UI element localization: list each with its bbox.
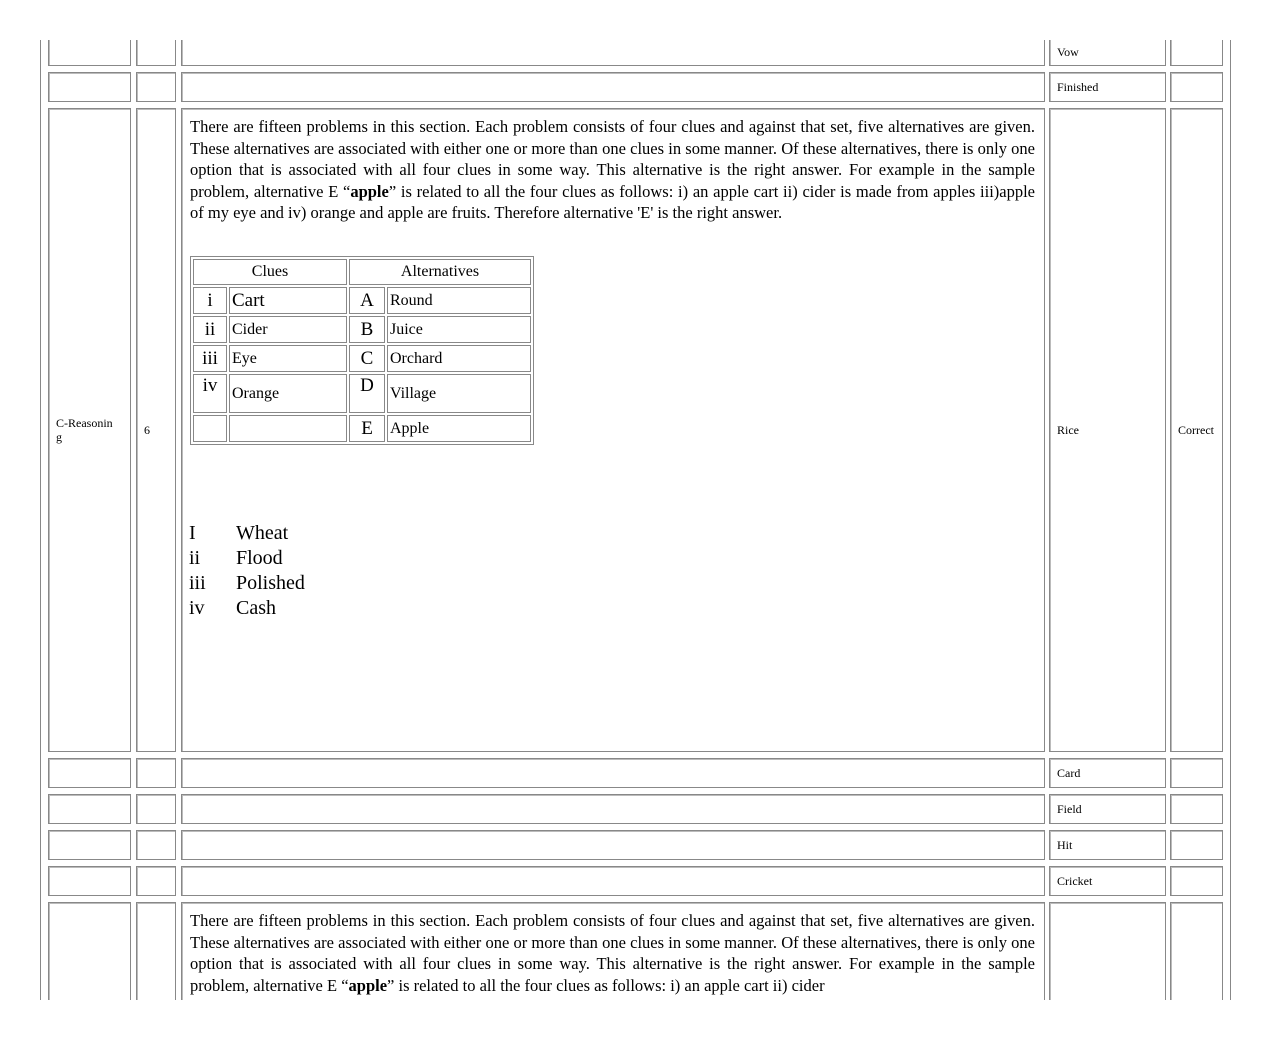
instructions-bold: apple — [350, 181, 389, 201]
question-cell — [181, 902, 1045, 1000]
instructions-paragraph — [182, 903, 1044, 996]
question-clue-list — [189, 521, 305, 621]
clue-number: i — [193, 287, 227, 314]
answer-text: Cricket — [1057, 873, 1093, 888]
section-cell — [48, 72, 131, 102]
clue-word: Cart — [229, 287, 347, 314]
alternative-letter: E — [349, 415, 385, 442]
clue-word: Wheat — [236, 522, 289, 544]
answer-cell — [1049, 866, 1166, 896]
number-cell — [136, 902, 176, 1000]
clue-number: iv — [189, 597, 205, 619]
number-cell — [136, 794, 176, 824]
answer-cell — [1049, 72, 1166, 102]
number-cell — [136, 830, 176, 860]
table-row — [41, 758, 1230, 788]
result-cell — [1170, 758, 1223, 788]
question-cell — [181, 108, 1045, 752]
question-row — [41, 108, 1230, 752]
clues-header: Clues — [193, 259, 347, 285]
section-label: C-Reasoning — [56, 416, 113, 444]
section-cell — [48, 794, 131, 824]
number-cell — [136, 866, 176, 896]
result-cell — [1170, 830, 1223, 860]
question-row — [41, 902, 1230, 1000]
instructions-text: ” is related to all the four clues as follows: i) an apple cart ii) cider — [387, 975, 825, 995]
instructions-text: There are fifteen problems in this section. Each problem consists of four clues and against that set, five alternatives are given. These alternatives are associated with either one or more than one clues in some manner. Of these alternatives, there is only one option that is associated with all four clues in some way. This alternative is the right answer. For example in the sample problem, alternative E “ — [190, 117, 1035, 201]
section-cell — [48, 902, 131, 1000]
question-cell — [181, 866, 1045, 896]
question-cell — [181, 830, 1045, 860]
section-cell — [48, 758, 131, 788]
clue-word: Orange — [229, 374, 347, 413]
number-cell — [136, 40, 176, 66]
clue-word: Cash — [236, 597, 276, 619]
number-cell — [136, 72, 176, 102]
clue-word — [229, 415, 347, 442]
answer-cell — [1049, 108, 1166, 752]
list-item — [189, 546, 305, 571]
sample-row — [193, 415, 531, 442]
table-row — [41, 40, 1230, 66]
result-cell — [1170, 794, 1223, 824]
question-cell — [181, 40, 1045, 66]
clue-number — [193, 415, 227, 442]
answer-cell — [1049, 830, 1166, 860]
result-cell — [1170, 902, 1223, 1000]
alternative-letter: A — [349, 287, 385, 314]
table-row — [41, 72, 1230, 102]
question-cell — [181, 758, 1045, 788]
instructions-paragraph — [182, 109, 1044, 224]
answer-text: Rice — [1057, 422, 1079, 437]
sample-row — [193, 374, 531, 413]
answer-text: Vow — [1057, 44, 1079, 59]
clue-word: Cider — [229, 316, 347, 343]
clue-word: Eye — [229, 345, 347, 372]
result-cell — [1170, 72, 1223, 102]
section-cell — [48, 40, 131, 66]
question-number: 6 — [144, 422, 150, 437]
sample-row — [193, 316, 531, 343]
answer-cell — [1049, 40, 1166, 66]
alternative-letter: D — [349, 374, 385, 413]
answer-text: Hit — [1057, 837, 1073, 852]
result-cell — [1170, 866, 1223, 896]
question-cell — [181, 72, 1045, 102]
clue-word: Flood — [236, 547, 283, 569]
alternative-letter: B — [349, 316, 385, 343]
answer-text: Field — [1057, 801, 1082, 816]
alternative-word: Round — [387, 287, 531, 314]
clue-number: ii — [193, 316, 227, 343]
instructions-text: ” is related to all the four clues as follows: i) an apple cart ii) cider is made from apples iii)apple of my eye and iv) orange and apple are fruits. Therefore alternative 'E' is the right answer. — [190, 181, 1036, 222]
alternative-letter: C — [349, 345, 385, 372]
section-cell — [48, 830, 131, 860]
alternative-word: Apple — [387, 415, 531, 442]
number-cell — [136, 108, 176, 752]
clue-number: ii — [189, 547, 201, 569]
table-row — [41, 866, 1230, 896]
answer-text: Card — [1057, 765, 1081, 780]
instructions-bold: apple — [348, 975, 388, 995]
result-cell — [1170, 108, 1223, 752]
result-text: Correct — [1178, 422, 1214, 437]
sample-row — [193, 345, 531, 372]
clue-number: I — [189, 522, 196, 544]
alternative-word: Village — [387, 374, 531, 413]
table-row — [41, 830, 1230, 860]
answer-text: Finished — [1057, 79, 1099, 94]
alternatives-header: Alternatives — [349, 259, 531, 285]
sample-row — [193, 287, 531, 314]
answer-cell — [1049, 758, 1166, 788]
list-item — [189, 521, 305, 546]
clue-number: iv — [193, 374, 227, 413]
section-cell — [48, 108, 131, 752]
alternative-word: Orchard — [387, 345, 531, 372]
sample-table — [190, 256, 534, 445]
alternative-word: Juice — [387, 316, 531, 343]
list-item — [189, 596, 305, 621]
results-table — [40, 40, 1231, 1000]
clue-word: Polished — [236, 572, 305, 594]
section-cell — [48, 866, 131, 896]
question-cell — [181, 794, 1045, 824]
result-cell — [1170, 40, 1223, 66]
answer-cell — [1049, 902, 1166, 1000]
clue-number: iii — [193, 345, 227, 372]
instructions-text: There are fifteen problems in this section. Each problem consists of four clues and against that set, five alternatives are given. These alternatives are associated with either one or more than one clues in some manner. Of these alternatives, there is only one option that is associated with all four clues in some way. This alternative is the right answer. For example in the sample problem, alternative E “ — [190, 911, 1035, 995]
table-row — [41, 794, 1230, 824]
list-item — [189, 571, 305, 596]
answer-cell — [1049, 794, 1166, 824]
clue-number: iii — [189, 572, 206, 594]
number-cell — [136, 758, 176, 788]
